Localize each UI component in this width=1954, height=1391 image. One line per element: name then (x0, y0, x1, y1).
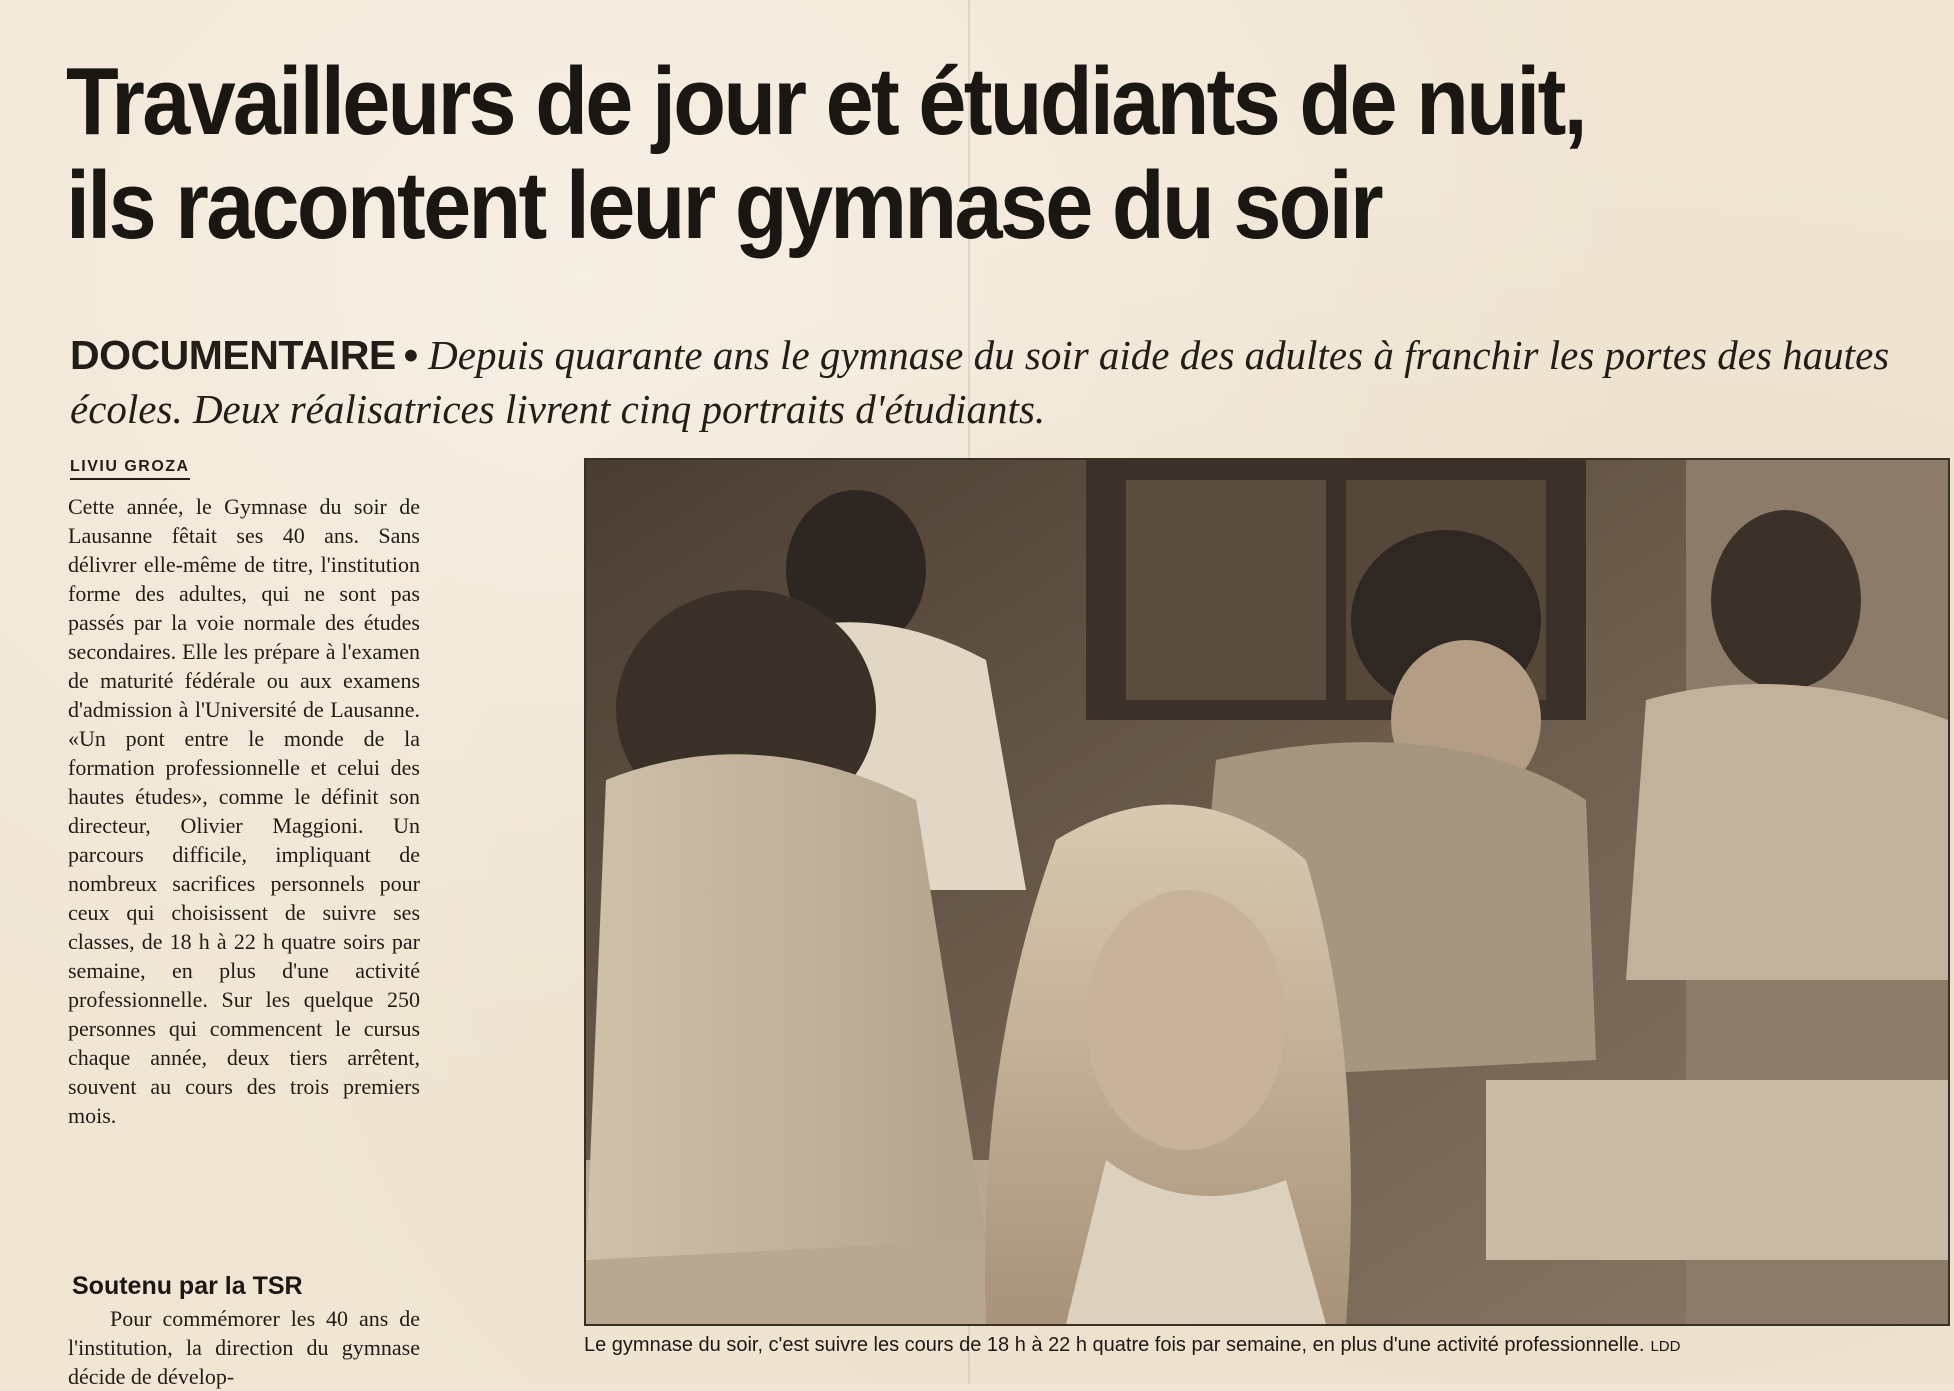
subheading: Soutenu par la TSR (72, 1272, 303, 1300)
classroom-photo (584, 458, 1950, 1326)
student-front-face (1086, 890, 1286, 1150)
headline (66, 50, 1731, 258)
photo-caption (584, 1332, 1950, 1360)
headline-line-1: Travailleurs de jour et étudiants de nuit, (66, 48, 1585, 155)
byline: LIVIU GROZA (70, 458, 190, 480)
photo-credit: LDD (1650, 1338, 1681, 1355)
student-far-right-sweater (1626, 684, 1948, 980)
deck-text: Depuis quarante ans le gymnase du soir aide des adultes à franchir les portes des hautes écoles. Deux réalisatrices livrent cinq portraits d'étudiants. (70, 332, 1890, 432)
standfirst (70, 328, 1890, 436)
article-body: Cette année, le Gymnase du soir de Lausanne fêtait ses 40 ans. Sans délivrer elle-même de titre, l'institution forme des adultes, qui ne sont pas passés par la voie normale des études secondaires. Elle les prépare à l'examen de maturité fédérale ou aux examens d'admission à l'Université de Lausanne. «Un pont entre le monde de la formation professionnelle et celui des hautes études», comme le définit son directeur, Olivier Maggioni. Un parcours difficile, impliquant de nombreux sacrifices personnels pour ceux qui choisissent de suivre ses classes, de 18 h à 22 h quatre soirs par semaine, en plus d'une activité professionnelle. Sur les quelque 250 personnes qui commencent le cursus chaque année, deux tiers arrêtent, souvent au cours des trois premiers mois. (68, 494, 420, 1128)
headline-line-2: ils racontent leur gymnase du soir (66, 152, 1381, 259)
classroom-photo-illustration (586, 460, 1948, 1324)
section-kicker: DOCUMENTAIRE (70, 332, 396, 378)
article-body-continued: Pour commémorer les 40 ans de l'institution, la direction du gymnase décide de dévelop- (68, 1306, 420, 1389)
kicker-separator: • (403, 332, 419, 378)
desk (1486, 1080, 1948, 1260)
caption-text: Le gymnase du soir, c'est suivre les cours de 18 h à 22 h quatre fois par semaine, en plus d'une activité professionnelle. (584, 1334, 1645, 1356)
student-far-right-head (1711, 510, 1861, 690)
